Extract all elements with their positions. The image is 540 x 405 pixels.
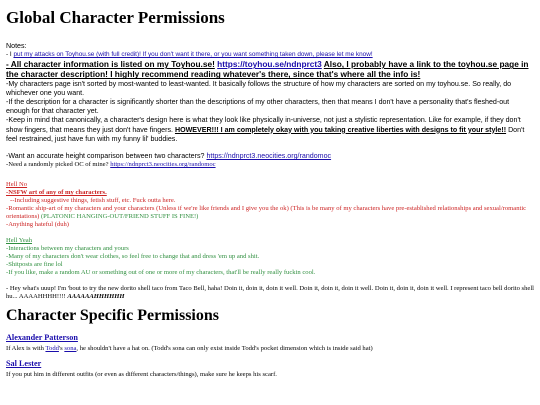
- hell-no-item: --Including suggestive things, fetish stuff, etc. Fuck outta here.: [10, 197, 176, 205]
- character-name-alexander[interactable]: Alexander Patterson: [6, 333, 78, 343]
- hell-no-item: [6, 205, 534, 221]
- note-1-prefix: - I: [6, 51, 14, 59]
- hell-no-item: -NSFW art of any of my characters.: [6, 189, 107, 197]
- notes-section: [6, 42, 534, 144]
- note-5-prefix: -Keep in mind that canonically, a character's design here is what they look like physically in-universe, not just a stylistic representation. Like for example, if they don't show fingers, that means they just don't have fingers.: [6, 116, 521, 134]
- hell-yeah-item: -Shitposts are fine lol: [6, 261, 63, 269]
- random-oc-line: [6, 161, 534, 169]
- note-5-suffix: Don't feel restrained, just have fun with my funny lil' buddies.: [6, 125, 525, 143]
- character-entry: [6, 333, 534, 353]
- character-name-sal[interactable]: Sal Lester: [6, 359, 42, 369]
- hell-yeah-label: Hell Yeah: [6, 237, 33, 245]
- notes-label: Notes:: [6, 42, 27, 50]
- character-entry: [6, 359, 534, 379]
- taco-scream: AAAAAAHHHHHH: [67, 293, 125, 301]
- taco-paragraph: [6, 285, 534, 301]
- hell-no-item: -Anything hateful (duh): [6, 221, 69, 229]
- character-text-part: , he shouldn't have a hat on. (Todd's sona can only exist inside Todd's pocket dimension which is inside said hat): [76, 345, 373, 353]
- page-title: Global Character Permissions: [6, 8, 225, 27]
- hell-yeah-section: [6, 237, 534, 277]
- todd-link[interactable]: Todd: [45, 345, 59, 353]
- note-2: [6, 59, 534, 79]
- hell-no-platonic-note: (PLATONIC HANGING-OUT/FRIEND STUFF IS FINE!): [40, 213, 199, 221]
- hell-no-section: [6, 181, 534, 229]
- height-comparison-line: [6, 152, 534, 161]
- note-1-link[interactable]: put my attacks on Toyhou.se (with full credit)! If you don't want it there, or you want something taken down, please let me know!: [13, 51, 373, 59]
- random-oc-text: -Need a randomly picked OC of mine?: [6, 161, 109, 169]
- note-3: -My characters page isn't sorted by most-wanted to least-wanted. It basically follows the structure of how my characters are sorted on my toyhou.se. So really, do whichever one you want.: [6, 79, 512, 97]
- hell-yeah-item: -If you like, make a random AU or something out of one or more of my characters, that'll be really really fuckin cool.: [6, 269, 316, 277]
- hell-yeah-item: -Many of my characters don't wear clothes, so feel free to change that and dress 'em up and shit.: [6, 253, 260, 261]
- sona-link[interactable]: sona: [64, 345, 77, 353]
- height-section: [6, 152, 534, 169]
- hell-yeah-item: -Interactions between my characters and yours: [6, 245, 129, 253]
- character-text: [6, 344, 534, 353]
- note-2-prefix: - All character information is listed on my Toyhou.se!: [6, 59, 215, 70]
- random-oc-link[interactable]: https://ndnprct3.neocities.org/randomoc: [110, 161, 216, 169]
- height-comparison-text: -Want an accurate height comparison between two characters?: [6, 152, 205, 161]
- height-comparison-link[interactable]: https://ndnprct3.neocities.org/randomoc: [206, 152, 332, 161]
- character-text-part: 's: [58, 345, 65, 353]
- note-5-bold: HOWEVER!!! I am completely okay with you taking creative liberties with designs to fit your style!!: [174, 125, 507, 134]
- note-2-suffix: Also, I probably have a link to the toyhou.se page in the character description! I highly recommend reading whatever's there, since that's where all the info is!: [6, 59, 529, 80]
- note-5: [6, 116, 534, 144]
- hell-no-romantic: -Romantic ship-art of my characters and your characters (Unless if we're like friends and I give you the ok) (This is be many of my characters have pre-established relationships and sexual/romantic orientations): [6, 205, 527, 221]
- character-text: If you put him in different outfits (or even as different characters/things), make sure he keeps his scarf.: [6, 371, 277, 379]
- specific-permissions-title: Character Specific Permissions: [6, 307, 219, 325]
- note-4: -If the description for a character is significantly shorter than the descriptions of my other characters, then that means I don't have a personality that's fleshed-out enough for that character yet.: [6, 98, 510, 116]
- toyhouse-link[interactable]: https://toyhou.se/ndnprct3: [217, 59, 322, 70]
- note-1: [6, 51, 534, 59]
- hell-no-label: Hell No: [6, 181, 28, 189]
- taco-text: - Hey what's uuup! I'm 'bout to try the new dorito shell taco from Taco Bell, haha! Doin it, doin it, doin it well. Doin it, doin it, doin it well. Doin it, doin it, doin it well. I represent taco bell dorito shell hu... AAAAHHHH!!!!: [6, 285, 535, 301]
- character-text-part: If Alex is with: [6, 345, 46, 353]
